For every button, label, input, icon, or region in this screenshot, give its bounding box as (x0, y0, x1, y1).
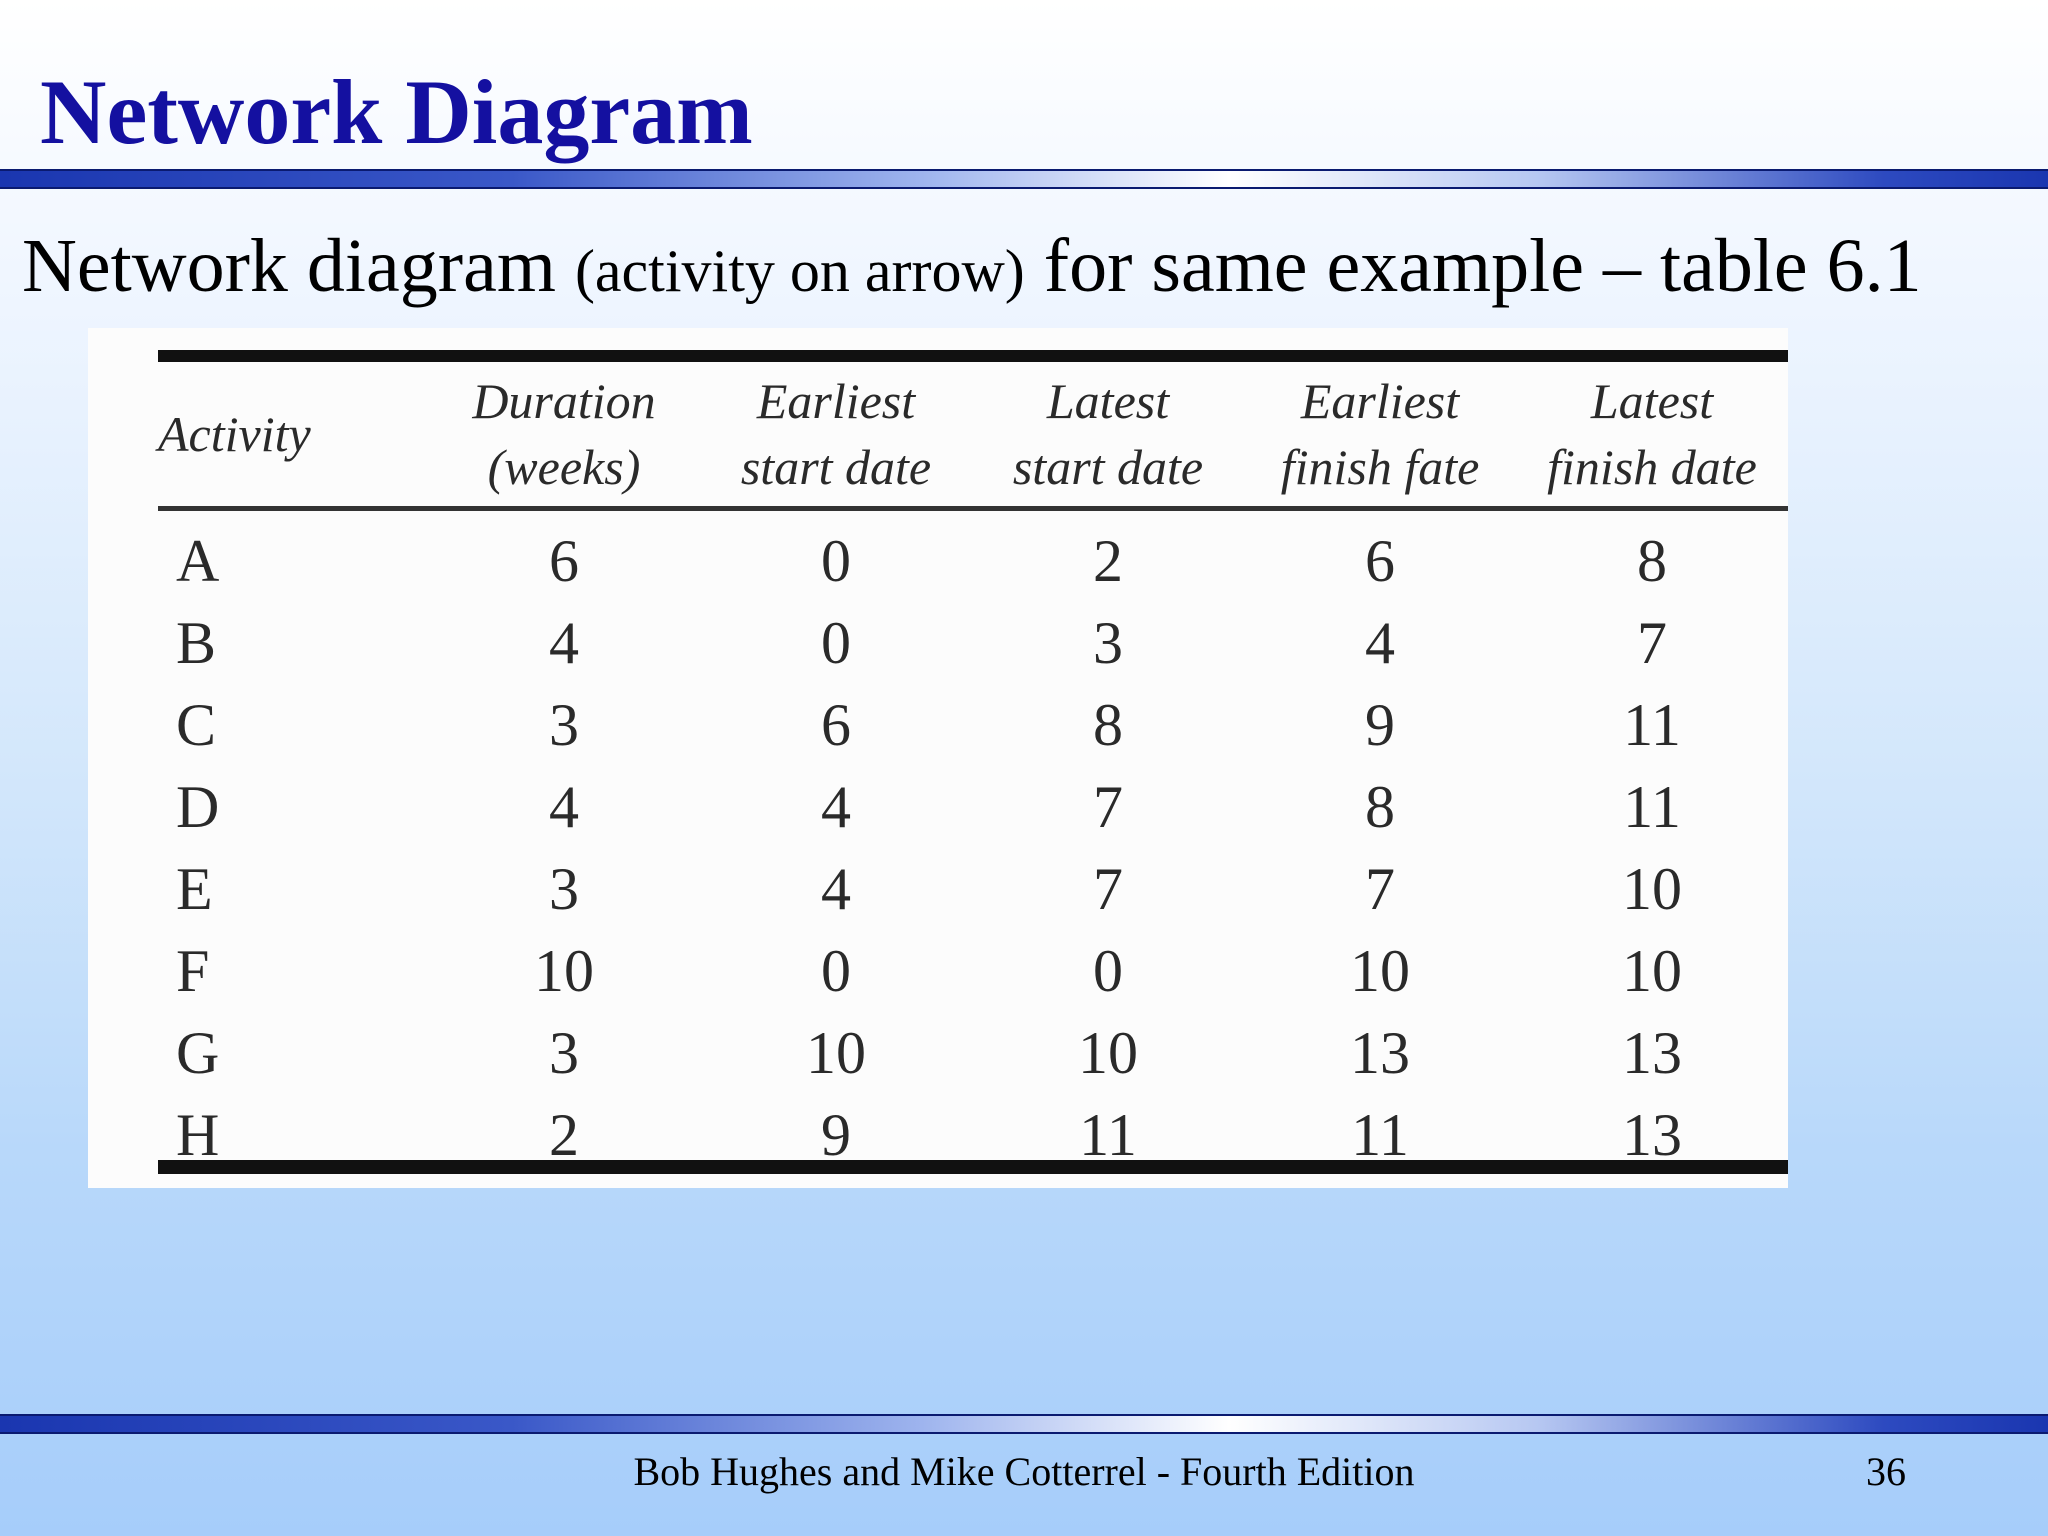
value-cell: 7 (1365, 855, 1395, 922)
value-cell: 11 (1623, 773, 1681, 840)
value-cell: 4 (549, 609, 579, 676)
value-cell: 0 (821, 937, 851, 1004)
footer-divider (0, 1414, 2048, 1434)
table-row (158, 766, 1788, 848)
subtitle-text-1: Network diagram (22, 224, 575, 308)
table-header-row (158, 362, 1788, 506)
slide-subtitle (22, 224, 1922, 308)
table-row (158, 506, 1788, 602)
table-row (158, 930, 1788, 1012)
column-header-line2: finish date (1547, 439, 1757, 495)
value-cell: 8 (1637, 527, 1667, 594)
activity-cell: G (176, 1019, 220, 1086)
value-cell: 4 (821, 855, 851, 922)
column-header-line2: finish fate (1280, 439, 1480, 495)
column-header-line2: start date (1012, 439, 1204, 495)
activity-cell: A (176, 527, 220, 594)
activity-cell: E (176, 855, 213, 922)
value-cell: 4 (821, 773, 851, 840)
table-row (158, 1094, 1788, 1176)
column-header-line2: (weeks) (487, 439, 641, 495)
column-header-line1: Earliest (756, 373, 916, 429)
activity-cell: C (176, 691, 217, 758)
column-header-line1: Duration (472, 373, 656, 429)
column-header (700, 362, 972, 506)
value-cell: 4 (549, 773, 579, 840)
value-cell: 8 (1093, 691, 1123, 758)
value-cell: 10 (1078, 1019, 1138, 1086)
value-cell: 0 (821, 527, 851, 594)
value-cell: 10 (806, 1019, 866, 1086)
column-header (428, 362, 700, 506)
subtitle-text-2: (activity on arrow) (574, 238, 1025, 304)
value-cell: 3 (549, 691, 579, 758)
value-cell: 9 (821, 1101, 851, 1168)
column-header-line2: start date (740, 439, 932, 495)
activity-cell: F (176, 937, 210, 1004)
value-cell: 8 (1365, 773, 1395, 840)
value-cell: 7 (1637, 609, 1667, 676)
value-cell: 9 (1365, 691, 1395, 758)
column-header (972, 362, 1244, 506)
value-cell: 11 (1079, 1101, 1137, 1168)
value-cell: 2 (549, 1101, 579, 1168)
value-cell: 3 (1093, 609, 1123, 676)
value-cell: 6 (549, 527, 579, 594)
value-cell: 10 (534, 937, 594, 1004)
column-header-line1: Latest (1046, 373, 1170, 429)
value-cell: 11 (1623, 691, 1681, 758)
value-cell: 6 (821, 691, 851, 758)
activity-cell: D (176, 773, 220, 840)
title-divider (0, 169, 2048, 189)
value-cell: 3 (549, 1019, 579, 1086)
value-cell: 7 (1093, 773, 1123, 840)
value-cell: 7 (1093, 855, 1123, 922)
value-cell: 0 (821, 609, 851, 676)
value-cell: 13 (1622, 1019, 1682, 1086)
table-row (158, 684, 1788, 766)
value-cell: 10 (1622, 855, 1682, 922)
value-cell: 3 (549, 855, 579, 922)
column-header-line1: Activity (158, 406, 311, 462)
footer-credit: Bob Hughes and Mike Cotterrel - Fourth Edition (633, 1449, 1415, 1494)
value-cell: 4 (1365, 609, 1395, 676)
value-cell: 6 (1365, 527, 1395, 594)
value-cell: 10 (1350, 937, 1410, 1004)
table-top-rule (158, 350, 1788, 362)
column-header-line1: Latest (1590, 373, 1714, 429)
value-cell: 10 (1622, 937, 1682, 1004)
column-header (1244, 362, 1516, 506)
value-cell: 11 (1351, 1101, 1409, 1168)
value-cell: 13 (1350, 1019, 1410, 1086)
page-number: 36 (1866, 1449, 1906, 1494)
column-header (158, 362, 428, 506)
activity-table-image (88, 328, 1788, 1188)
activity-cell: H (176, 1101, 220, 1168)
table-row (158, 602, 1788, 684)
column-header (1516, 362, 1788, 506)
subtitle-text-3: for same example – table 6.1 (1024, 224, 1922, 308)
activity-table (158, 362, 1788, 1176)
slide-title: Network Diagram (40, 61, 753, 163)
table-row (158, 1012, 1788, 1094)
column-header-line1: Earliest (1300, 373, 1460, 429)
activity-cell: B (176, 609, 217, 676)
value-cell: 0 (1093, 937, 1123, 1004)
value-cell: 2 (1093, 527, 1123, 594)
table-row (158, 848, 1788, 930)
value-cell: 13 (1622, 1101, 1682, 1168)
